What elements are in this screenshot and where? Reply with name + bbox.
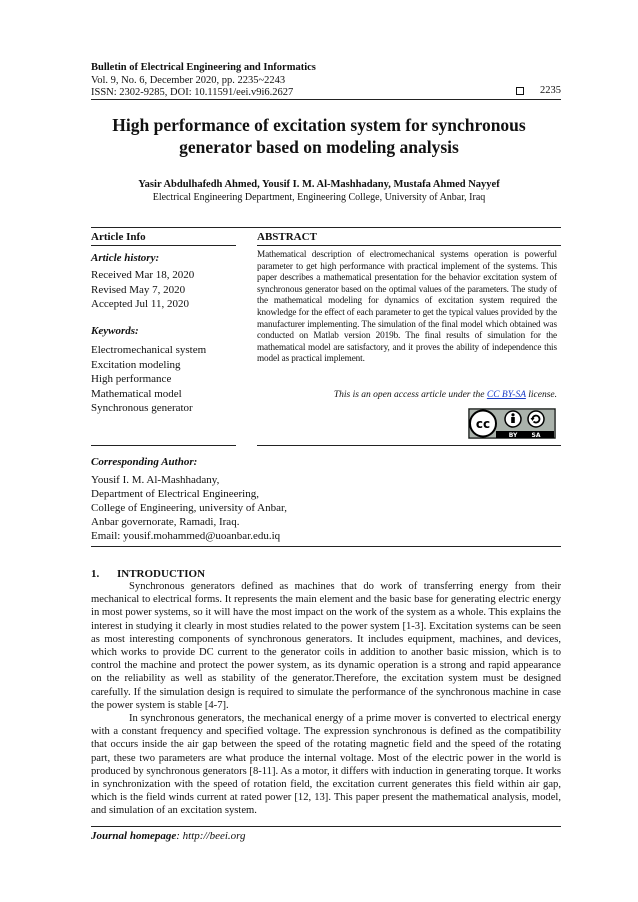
history-received: Received Mar 18, 2020 <box>91 269 195 281</box>
intro-body <box>91 580 561 818</box>
abstract-rule <box>257 245 561 246</box>
cc-by-sa-icon[interactable] <box>468 408 556 439</box>
license-link[interactable]: CC BY-SA <box>486 390 526 400</box>
section-heading-introduction <box>91 568 205 580</box>
authors: Yasir Abdulhafedh Ahmed, Yousif I. M. Al-Mashhadany, Mustafa Ahmed Nayyef <box>138 179 500 190</box>
volume-line: Vol. 9, No. 6, December 2020, pp. 2235~2243 <box>91 75 286 86</box>
keyword-item: Mathematical model <box>91 387 182 400</box>
keyword-item: Excitation modeling <box>91 358 181 371</box>
footer-label: Journal homepage <box>91 830 177 842</box>
history-heading: Article history: <box>91 252 160 264</box>
keyword-item: Electromechanical system <box>91 344 207 356</box>
info-top-rule <box>91 227 561 228</box>
journal-homepage <box>91 830 246 842</box>
cc-badge-cc: cc <box>475 417 491 431</box>
corresponding-line: College of Engineering, university of Anbar, <box>91 502 287 514</box>
title-line-1: High performance of excitation system for synchronous <box>112 115 526 135</box>
info-end-rule <box>91 546 561 547</box>
title-line-2: generator based on modeling analysis <box>179 137 459 157</box>
footer-rule <box>91 826 561 827</box>
license-prefix: This is an open access article under the <box>333 390 487 400</box>
info-bottom-left-rule <box>91 445 236 446</box>
affiliation: Electrical Engineering Department, Engineering College, University of Anbar, Iraq <box>152 192 486 203</box>
checkbox-icon <box>516 87 524 95</box>
corresponding-line: Yousif I. M. Al-Mashhadany, <box>91 474 220 486</box>
corresponding-line: Anbar governorate, Ramadi, Iraq. <box>91 516 240 528</box>
keyword-item: High performance <box>91 373 172 385</box>
intro-paragraph-1: Synchronous generators defined as machines that do work of transferring energy from their mechanical to electrical forms. It represents the main element and the basic base for generating electric energy in most power systems, so it will have the most impact on the work of the system as a whole. This explains the interest in studying it clearly in most studies related to the power system [1-3]. Excitation systems can be seen as most interesting components of synchronous generators. It includes equipment, machines, and devices, which works to provide DC current to the generator coils in addition to another basic mission, which is to control the machine and protect the power system, as its dynamic operation is a strong and rapid appearance on the reliability as well as stability of the generator.Therefore, the excitation system must be designed carefully. If the simulation design is required to simulate the performance of the synchronous machine in case the power system is stable [4-7]. <box>91 581 561 711</box>
info-left-rule <box>91 245 236 246</box>
page-number: 2235 <box>540 85 561 96</box>
footer-url[interactable]: : http://beei.org <box>176 830 246 842</box>
info-bottom-right-rule <box>257 445 561 446</box>
section-number: 1. <box>91 568 100 580</box>
license-suffix: license. <box>525 390 557 400</box>
abstract-text: Mathematical description of electromechanical systems operation is powerful parameter to get high performance with practical implement of the systems. This paper describes a mathematical presentation for the behavior excitation system of synchronous generator based on the optimal values of the parameters. The study of the mathematical modeling for dynamics of excitation system required the knowledge for the effect of each parameter to get the typical values provided by the manufacturer implementing. The simulation of the final model which obtained was conducted on Matlab version 2019b. The final results of simulation for the mathematical model are satisfactory, and it proves the ability of independence this model as practical implement. <box>257 249 557 364</box>
abstract-heading: ABSTRACT <box>257 231 317 243</box>
header-rule <box>91 99 561 100</box>
keyword-item: Synchronous generator <box>91 402 193 414</box>
license-line <box>257 390 557 400</box>
paper-title <box>60 114 578 158</box>
corresponding-line: Department of Electrical Engineering, <box>91 488 259 500</box>
article-info-heading: Article Info <box>91 231 146 243</box>
intro-paragraph-2: In synchronous generators, the mechanical energy of a prime mover is converted to electrical energy with a constant frequency and specified voltage. The expression synchronous is defined as the compatibility that occurs inside the air gap between the speed of the rotating magnetic field and the speed of the rotating part, these two parameters are what produce the internal voltage. Most of the electric power in the world is produced by synchronous generators [8-11]. As a motor, it differs with induction in generating torque. It works in synchronization with the speed of rotation field, the excitation current generates this field within air gap, which is the field winds current at rated power [12, 13]. This paper present the mathematical analysis, model, and simulation of an excitation system. <box>91 713 561 817</box>
section-title: INTRODUCTION <box>117 568 206 580</box>
cc-badge-by: BY <box>508 432 518 439</box>
keywords-heading: Keywords: <box>91 325 139 337</box>
history-list <box>91 268 194 312</box>
corresponding-details <box>91 473 287 543</box>
history-revised: Revised May 7, 2020 <box>91 283 186 296</box>
cc-badge-sa: SA <box>531 432 541 439</box>
corresponding-email: Email: yousif.mohammed@uoanbar.edu.iq <box>91 530 281 542</box>
issn-line: ISSN: 2302-9285, DOI: 10.11591/eei.v9i6.2627 <box>91 87 294 98</box>
history-accepted: Accepted Jul 11, 2020 <box>91 298 189 310</box>
keywords-list <box>91 343 206 416</box>
corresponding-heading: Corresponding Author: <box>91 456 198 468</box>
journal-name: Bulletin of Electrical Engineering and Informatics <box>91 62 316 73</box>
